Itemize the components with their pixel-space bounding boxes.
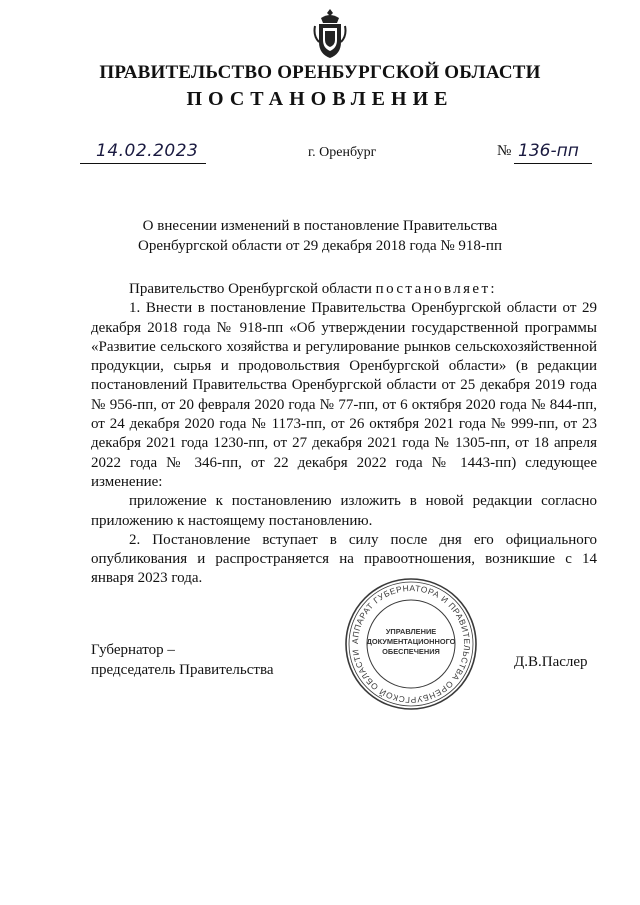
preamble-start: Правительство Оренбургской области (129, 281, 372, 297)
paragraph-item-2: 2. Постановление вступает в силу после дня его официального опубликования и распространяется на правоотношения, возникшие с 14 января 2023 года. (91, 531, 597, 587)
subject-line-2: Оренбургской области от 29 декабря 2018 года № 918-пп (138, 238, 502, 254)
preamble-verb: постановляет: (375, 281, 498, 297)
stamp-center-line-3: ОБЕСПЕЧЕНИЯ (382, 647, 440, 656)
signatory-name: Д.В.Паслер (514, 654, 588, 670)
signatory-title-line-1: Губернатор – (91, 642, 175, 658)
date-underline (80, 163, 206, 164)
number-label: № (497, 143, 512, 159)
signatory-title-line-2: председатель Правительства (91, 662, 274, 678)
signatory-title (91, 640, 274, 680)
paragraph-item-1-sub: приложение к постановлению изложить в новой редакции согласно приложению к настоящему постановлению. (91, 493, 597, 529)
coat-of-arms-icon (313, 8, 347, 60)
paragraph-item-1: 1. Внести в постановление Правительства Оренбургской области от 29 декабря 2018 года № 918-пп «Об утверждении государственной программы «Развитие сельского хозяйства и регулирование рынков сельскохозяйственной продукции, сырья и продовольствия Оренбургской области» (в редакции постановлений Правительства Оренбургской области от 25 декабря 2019 года № 956-пп, от 20 февраля 2020 года № 77-пп, от 6 октября 2020 года № 844-пп, от 24 декабря 2020 года № 1173-пп, от 26 октября 2021 года № 999-пп, от 23 декабря 2021 года 1230-пп, от 27 декабря 2021 года № 1305-пп, от 18 апреля 2022 года № 346-пп, от 22 декабря 2022 года № 1443-пп) следующее изменение: (91, 300, 597, 490)
preamble (91, 280, 597, 299)
document-date: 14.02.2023 (96, 141, 199, 161)
stamp-ring-text: АППАРАТ ГУБЕРНАТОРА И ПРАВИТЕЛЬСТВА ОРЕНБУРГСКОЙ ОБЛАСТИ (349, 582, 473, 706)
stamp-center-text (360, 627, 462, 657)
document-city: г. Оренбург (308, 145, 377, 160)
document-type: ПОСТАНОВЛЕНИЕ (186, 88, 454, 110)
stamp-center-line-2: ДОКУМЕНТАЦИОННОГО (366, 637, 456, 646)
document-body (91, 280, 597, 589)
document-number: 136-пп (518, 141, 579, 161)
document-subject (80, 216, 560, 256)
stamp-center-line-1: УПРАВЛЕНИЕ (385, 627, 437, 636)
subject-line-1: О внесении изменений в постановление Правительства (142, 218, 498, 234)
government-title: ПРАВИТЕЛЬСТВО ОРЕНБУРГСКОЙ ОБЛАСТИ (99, 62, 541, 83)
number-underline (514, 163, 592, 164)
